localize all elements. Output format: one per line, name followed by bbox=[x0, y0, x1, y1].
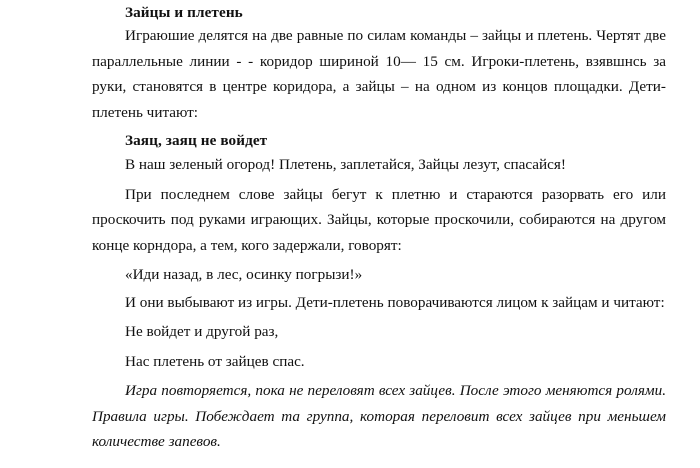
chant-two-line-two: Нас плетень от зайцев спас. bbox=[125, 352, 305, 370]
page-title: Зайцы и плетень bbox=[125, 4, 243, 21]
document-body bbox=[92, 2, 666, 455]
chant-line-first: В наш зеленый огород! Плетень, заплетайся, Зайцы лезут, спасайся! bbox=[125, 156, 566, 174]
chant-two-line-one: Не войдет и другой раз, bbox=[125, 323, 279, 341]
paragraph-elimination: И они выбывают из игры. Дети-плетень поворачиваются лицом к зайцам и читают: bbox=[125, 293, 665, 311]
paragraph-intro: Играюшие делятся на две равные по силам команды – зайцы и плетень. Чертят две параллельные линии - - коридор шириной 10— 15 см. Игроки-плетень, взявшнсь за руки, становятся в центре коридора, а зайцы – на одном из концов площадки. Дети-плетень читают: bbox=[92, 27, 666, 121]
section-heading-chant: Заяц, заяц не войдет bbox=[125, 132, 268, 150]
paragraph-rules-italic: Игра повторяется, пока не переловят всех зайцев. После этого меняются ролями. Правила игры. Побеждает та группа, которая переловит всех зайцев при меньшем количестве запевов. bbox=[92, 382, 666, 451]
paragraph-gameplay: При последнем слове зайцы бегут к плетню и стараются разорвать его или проскочить под руками играющих. Зайцы, которые проскочили, собираются на другом конце корндора, а тем, кого задержали, говорят: bbox=[92, 185, 666, 254]
quote-go-back: «Иди назад, в лес, осинку погрызи!» bbox=[125, 266, 363, 284]
